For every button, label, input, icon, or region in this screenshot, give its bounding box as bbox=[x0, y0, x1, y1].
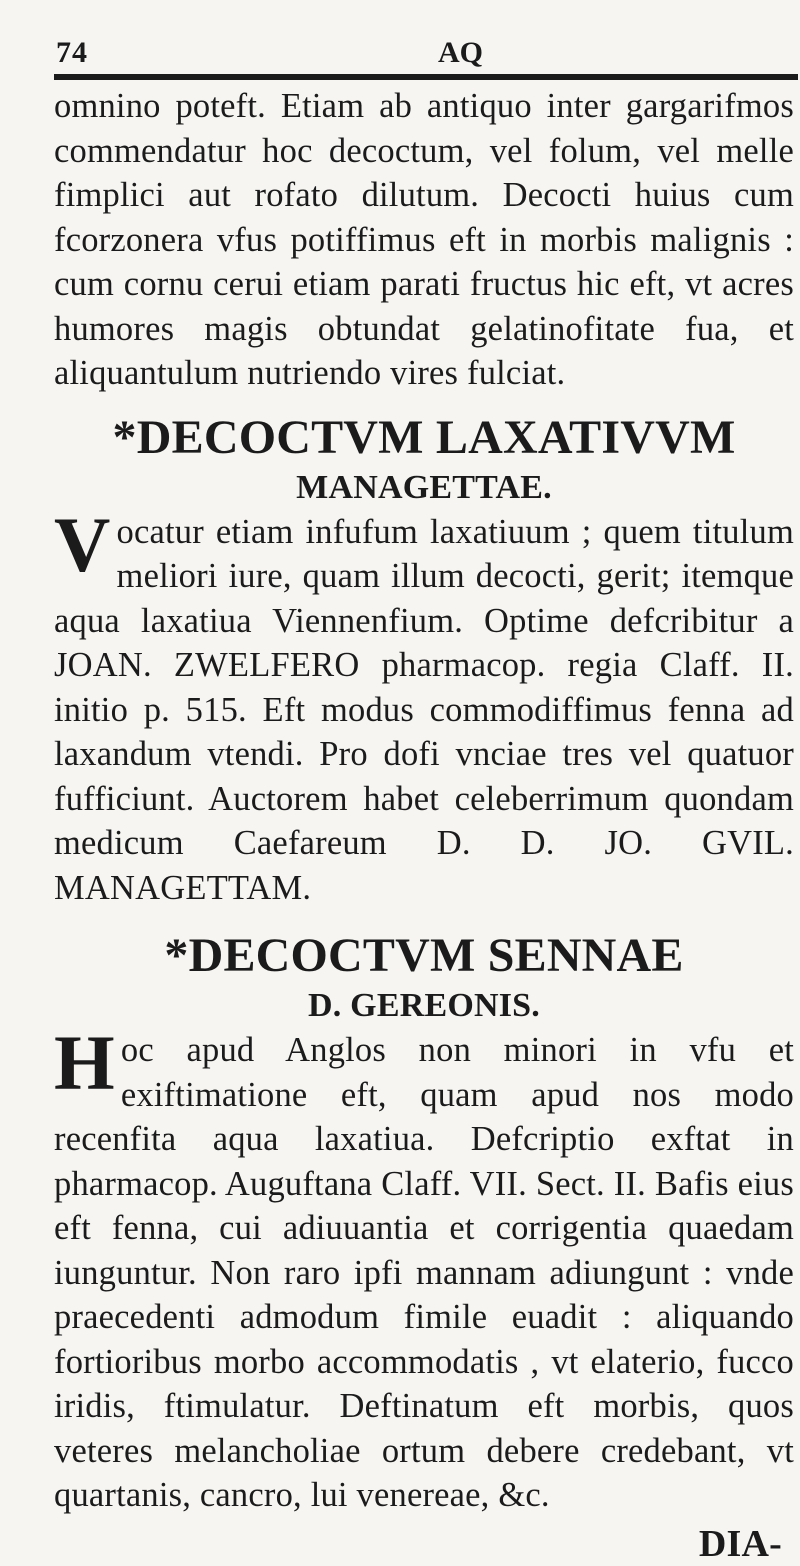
book-page bbox=[54, 28, 794, 1566]
section-heading-decoctum-laxativum: *DECOCTVM LAXATIVVM bbox=[54, 410, 794, 466]
section-paragraph-sennae bbox=[54, 1028, 794, 1518]
drop-cap: H bbox=[54, 1030, 115, 1096]
section-paragraph-laxativum bbox=[54, 510, 794, 911]
header-rule bbox=[54, 74, 798, 80]
section-subheading-managettae: MANAGETTAE. bbox=[54, 466, 794, 510]
paragraph-text: oc apud Anglos non minori in vfu et exiftimatione eft, quam apud nos modo recenfita aqua laxatiua. Defcriptio exftat in pharmacop. Auguftana Claff. VII. Sect. II. Bafis eius eft fenna, cui adiuuantia et corrigentia quaedam iunguntur. Non raro ipfi mannam adiungunt : vnde praecedenti admodum fimile euadit : aliquando fortioribus morbo accommodatis , vt elaterio, fucco iridis, ftimulatur. Deftinatum eft morbis, quos veteres melancholiae ortum debere credebant, vt quartanis, cancro, lui venereae, &c. bbox=[54, 1031, 794, 1514]
catchword-footer: DIA- bbox=[54, 1522, 782, 1566]
body-text bbox=[54, 84, 794, 1566]
paragraph-text: ocatur etiam infufum laxatiuum ; quem titulum meliori iure, quam illum decocti, gerit; itemque aqua laxatiua Viennenfium. Optime defcribitur a JOAN. ZWELFERO pharmacop. regia Claff. II. initio p. 515. Eft modus commodiffimus fenna ad laxandum vtendi. Pro dofi vnciae tres vel quatuor fufficiunt. Auctorem habet celeberrimum quondam medicum Caefareum D. D. JO. GVIL. MANAGETTAM. bbox=[54, 513, 794, 907]
section-heading-decoctum-sennae: *DECOCTVM SENNAE bbox=[54, 928, 794, 984]
running-head bbox=[54, 28, 794, 84]
paragraph-continued: omnino poteft. Etiam ab antiquo inter gargarifmos commendatur hoc decoctum, vel folum, vel melle fimplici aut rofato dilutum. Decocti huius cum fcorzonera vfus potiffimus eft in morbis malignis : cum cornu cerui etiam parati fructus hic eft, vt acres humores magis obtundat gelatinofitate fua, et aliquantulum nutriendo vires fulciat. bbox=[54, 84, 794, 396]
drop-cap: V bbox=[54, 512, 111, 578]
running-title: AQ bbox=[438, 36, 483, 70]
section-subheading-gereonis: D. GEREONIS. bbox=[54, 984, 794, 1028]
page-number: 74 bbox=[56, 36, 88, 70]
